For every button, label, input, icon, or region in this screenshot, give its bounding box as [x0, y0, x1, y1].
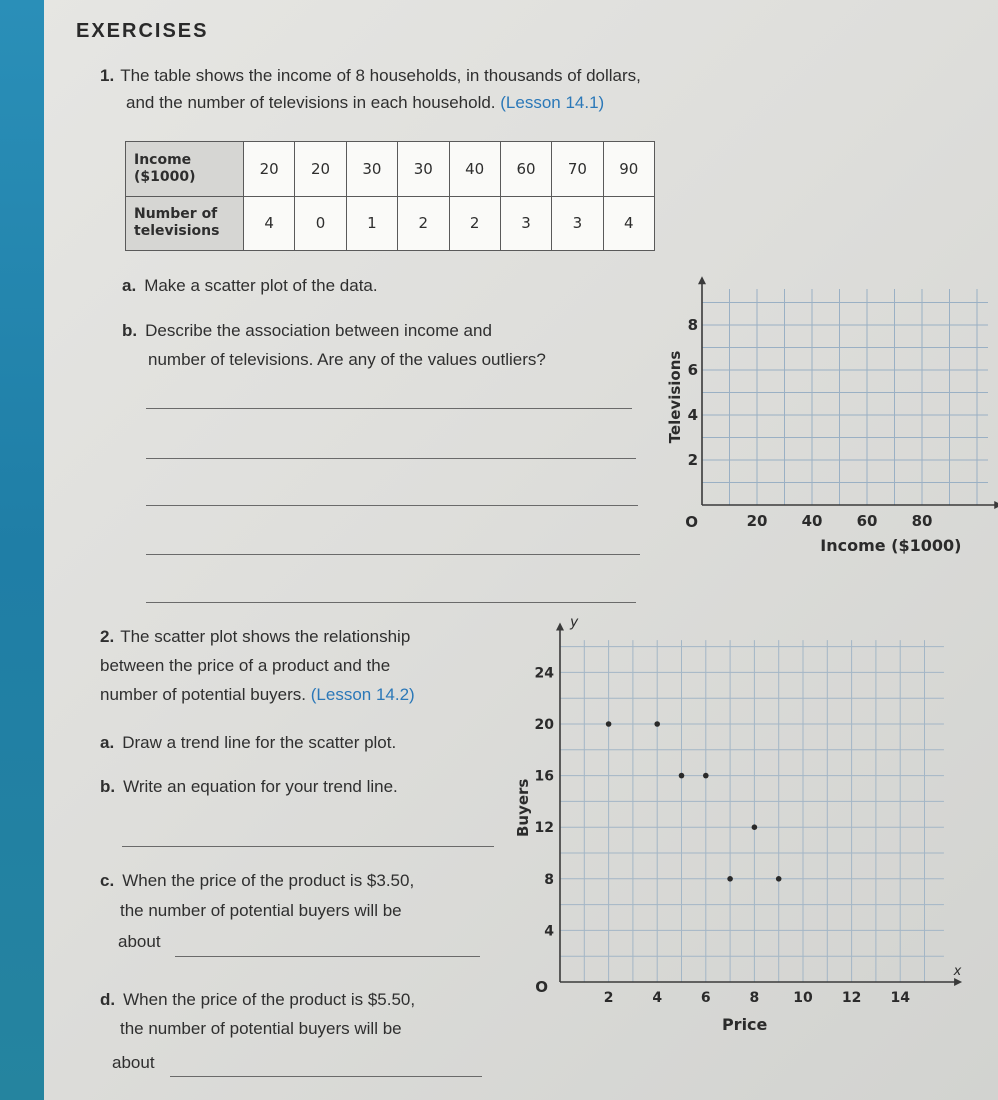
income-row	[126, 142, 655, 197]
chart2-data-point	[776, 876, 782, 882]
chart2-axes	[556, 623, 962, 986]
chart2-data-point	[654, 721, 660, 727]
q1-part-b-line2: number of televisions. Are any of the values outliers?	[148, 350, 546, 369]
q1b-answer-line[interactable]	[146, 408, 632, 409]
page-edge-strip	[0, 0, 44, 1100]
income-cell: 20	[244, 142, 295, 197]
chart2-x-arrow	[954, 978, 962, 986]
chart2-y-tick-label: 8	[544, 871, 554, 888]
income-televisions-table	[125, 141, 655, 251]
q2-part-c-line1: When the price of the product is $3.50,	[122, 871, 415, 890]
q1-part-b-letter: b.	[122, 321, 138, 340]
q2-part-a-text: Draw a trend line for the scatter plot.	[122, 733, 397, 752]
income-label-line1: Income	[134, 151, 192, 168]
q1-part-a-text: Make a scatter plot of the data.	[144, 276, 378, 295]
q1b-answer-line[interactable]	[146, 554, 640, 555]
q2-prompt	[100, 622, 520, 709]
televisions-row-label	[126, 196, 244, 251]
q2-part-d-line2: the number of potential buyers will be	[120, 1019, 402, 1038]
chart1-x-tick-label: 80	[911, 512, 933, 530]
televisions-row	[126, 196, 655, 251]
televisions-cell: 2	[449, 196, 500, 251]
televisions-cell: 1	[346, 196, 397, 251]
chart2-x-tick-label: 4	[652, 990, 663, 1006]
chart1-y-tick-label: 6	[687, 361, 698, 379]
chart1-origin-label: O	[685, 513, 698, 531]
chart2-x-symbol: x	[953, 964, 962, 979]
q2-lesson-ref: (Lesson 14.2)	[310, 685, 415, 704]
televisions-label-line1: Number of	[134, 206, 218, 223]
q1-part-b-line1: Describe the association between income and	[145, 321, 492, 340]
buyers-price-scatter[interactable]	[508, 614, 962, 1045]
chart2-y-tick-label: 24	[534, 665, 554, 682]
income-cell: 20	[295, 142, 346, 197]
chart1-x-tick-label: 40	[801, 512, 823, 530]
q2-part-d	[100, 985, 415, 1043]
chart2-x-tick-label: 8	[749, 990, 760, 1006]
chart2-x-tick-label: 12	[841, 990, 862, 1006]
chart2-x-tick-label: 6	[700, 990, 711, 1006]
q2-part-b-letter: b.	[100, 777, 116, 796]
chart2-x-tick-label: 14	[890, 990, 910, 1006]
chart2-data-point	[679, 773, 685, 779]
chart2-data-point	[606, 721, 612, 727]
chart1-y-axis-label: Televisions	[666, 350, 684, 444]
chart2-y-arrow	[556, 623, 564, 631]
televisions-cell: 0	[295, 196, 346, 251]
televisions-label-line2: televisions	[134, 223, 220, 240]
q2d-about: about	[112, 1053, 155, 1072]
q1b-answer-line[interactable]	[146, 505, 638, 506]
income-row-label	[126, 142, 244, 197]
chart2-data-point	[727, 876, 733, 882]
chart2-x-tick-label: 10	[793, 990, 813, 1006]
chart1-y-arrow	[698, 276, 706, 284]
q2-line3: number of potential buyers.	[100, 685, 307, 704]
income-cell: 30	[398, 142, 449, 197]
chart2-y-tick-label: 20	[534, 717, 554, 733]
q1-prompt	[100, 62, 780, 116]
q2-part-a	[100, 733, 396, 753]
q2c-answer-line[interactable]	[175, 956, 480, 957]
chart2-ticks	[535, 665, 911, 1006]
chart1-ticks	[688, 316, 933, 530]
chart2-x-axis-label: Price	[721, 1015, 768, 1034]
q2-part-c	[100, 866, 414, 926]
q2-part-b	[100, 777, 398, 797]
chart2-data-point	[703, 773, 709, 779]
chart1-y-tick-label: 8	[687, 316, 698, 334]
q2-part-d-line1: When the price of the product is $5.50,	[123, 990, 416, 1009]
q1b-answer-line[interactable]	[146, 458, 636, 459]
income-cell: 70	[552, 142, 603, 197]
chart1-x-tick-label: 60	[856, 512, 878, 530]
televisions-cell: 3	[552, 196, 603, 251]
televisions-scatter-grid[interactable]	[660, 270, 980, 570]
q2-line1: The scatter plot shows the relationship	[120, 627, 411, 646]
q2d-answer-line[interactable]	[170, 1076, 482, 1077]
chart2-data-point	[752, 824, 758, 830]
chart2-y-axis-label: Buyers	[514, 778, 532, 838]
q2-part-c-letter: c.	[100, 871, 115, 890]
chart1-grid	[702, 289, 988, 505]
q1-lesson-ref: (Lesson 14.1)	[500, 93, 605, 112]
income-cell: 30	[346, 142, 397, 197]
chart2-grid	[560, 640, 944, 982]
q1-line1: The table shows the income of 8 households, in thousands of dollars,	[120, 66, 641, 85]
income-label-line2: ($1000)	[134, 168, 196, 185]
q1b-answer-line[interactable]	[146, 602, 636, 603]
televisions-cell: 2	[398, 196, 449, 251]
q1-part-a	[122, 276, 378, 296]
income-cell: 90	[603, 142, 654, 197]
chart2-x-tick-label: 2	[603, 990, 614, 1006]
chart1-x-arrow	[994, 501, 998, 509]
chart2-y-symbol: y	[570, 614, 579, 631]
chart1-x-axis-label: Income ($1000)	[820, 536, 962, 555]
q1-line2: and the number of televisions in each household.	[126, 93, 496, 112]
q2b-answer-line[interactable]	[122, 846, 494, 847]
televisions-cell: 4	[244, 196, 295, 251]
q2c-about: about	[118, 932, 161, 951]
q2-line2: between the price of a product and the	[100, 656, 391, 675]
income-cell: 60	[500, 142, 551, 197]
q1-part-a-letter: a.	[122, 276, 137, 295]
q1-number: 1.	[100, 66, 115, 85]
q2-part-d-letter: d.	[100, 990, 116, 1009]
chart2-y-tick-label: 12	[534, 820, 554, 837]
section-title: EXERCISES	[76, 20, 209, 42]
chart1-x-tick-label: 20	[746, 512, 768, 530]
chart2-y-tick-label: 16	[534, 768, 554, 785]
chart1-y-tick-label: 4	[687, 406, 698, 424]
chart1-y-tick-label: 2	[687, 451, 698, 469]
q1-part-b	[122, 316, 546, 374]
televisions-cell: 4	[603, 196, 654, 251]
chart2-origin-label: O	[535, 978, 548, 996]
q2-number: 2.	[100, 627, 115, 646]
q2-part-b-text: Write an equation for your trend line.	[123, 777, 398, 796]
income-cell: 40	[449, 142, 500, 197]
q2-part-a-letter: a.	[100, 733, 115, 752]
chart2-y-tick-label: 4	[544, 923, 554, 940]
q2-part-c-line2: the number of potential buyers will be	[120, 901, 402, 920]
televisions-cell: 3	[500, 196, 551, 251]
